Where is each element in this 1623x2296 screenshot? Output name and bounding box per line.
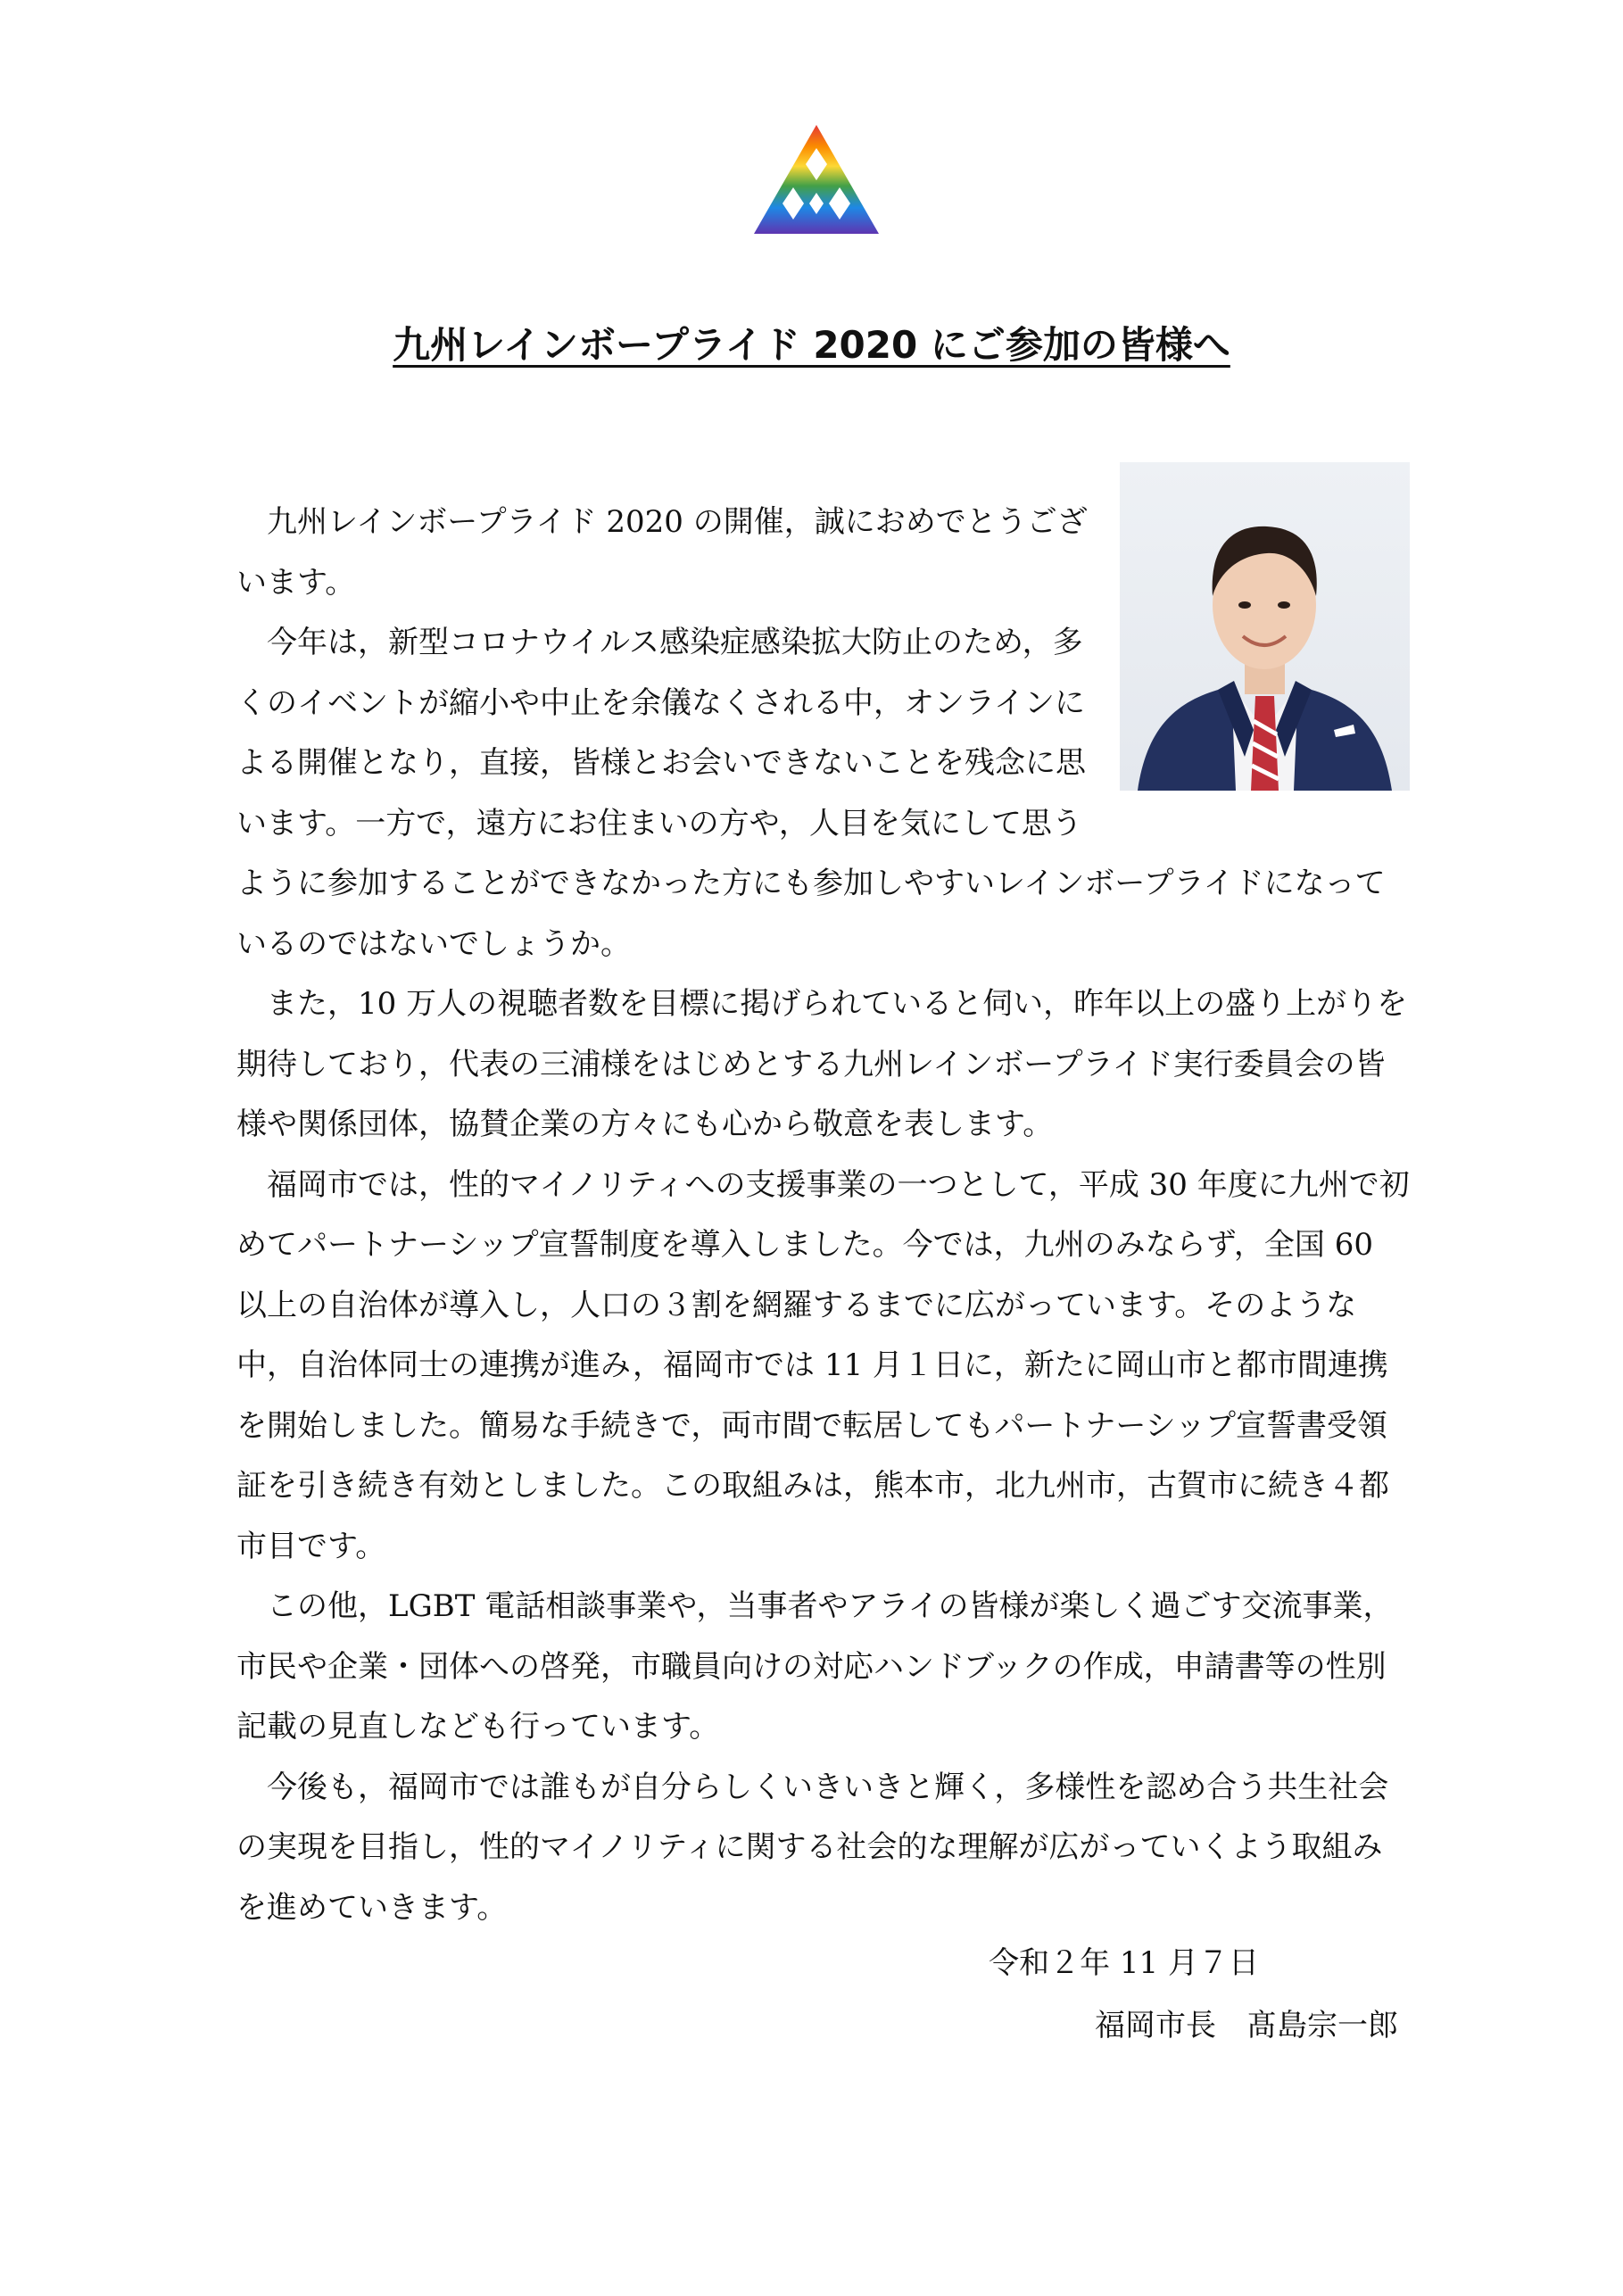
paragraph: 今後も，福岡市では誰もが自分らしくいきいきと輝く，多様性を認め合う共生社会の実現を目指し，性的マイノリティに関する社会的な理解が広がっていくよう取組みを進めていきます。	[236, 1769, 1389, 1926]
letter-date: 令和２年 11 月７日	[989, 1945, 1259, 1981]
photo-spacer	[1102, 493, 1410, 821]
page-title: 九州レインボープライド 2020 にご参加の皆様へ	[393, 323, 1230, 367]
paragraph: また，10 万人の視聴者数を目標に掲げられていると伺い，昨年以上の盛り上がりを期待しており，代表の三浦様をはじめとする九州レインボープライド実行委員会の皆様や関係団体，協賛企業の方々にも心から敬意を表します。	[236, 986, 1408, 1142]
paragraph: 今年は，新型コロナウイルス感染症感染拡大防止のため，多くのイベントが縮小や中止を余儀なくされる中，オンラインによる開催となり，直接，皆様とお会いできないことを残念に思います。一方で，遠方にお住まいの方や，人目を気にして思うように参加することができなかった方にも参加しやすいレインボープライドになっているのではないでしょうか。	[236, 625, 1386, 962]
signature: 福岡市長 髙島宗一郎	[1095, 2008, 1398, 2043]
paragraph: 福岡市では，性的マイノリティへの支援事業の一つとして，平成 30 年度に九州で初めてパートナーシップ宣誓制度を導入しました。今では，九州のみならず，全国 60 以上の自治体が導入し，人口の３割を網羅するまでに広がっています。そのような中，自治体同士の連携が進み，福岡市では 11 月１日に，新たに岡山市と都市間連携を開始しました。簡易な手続きで，両市間で転居してもパートナーシップ宣誓書受領証を引き続き有効としました。この取組みは，熊本市，北九州市，古賀市に続き４都市目です。	[236, 1166, 1410, 1564]
letter-body	[236, 493, 1410, 1938]
paragraph: 九州レインボープライド 2020 の開催，誠におめでとうございます。	[236, 504, 1088, 601]
paragraph: この他，LGBT 電話相談事業や，当事者やアライの皆様が楽しく過ごす交流事業，市民や企業・団体への啓発，市職員向けの対応ハンドブックの作成，申請書等の性別記載の見直しなども行っています。	[236, 1588, 1394, 1745]
city-emblem-icon	[754, 125, 879, 234]
